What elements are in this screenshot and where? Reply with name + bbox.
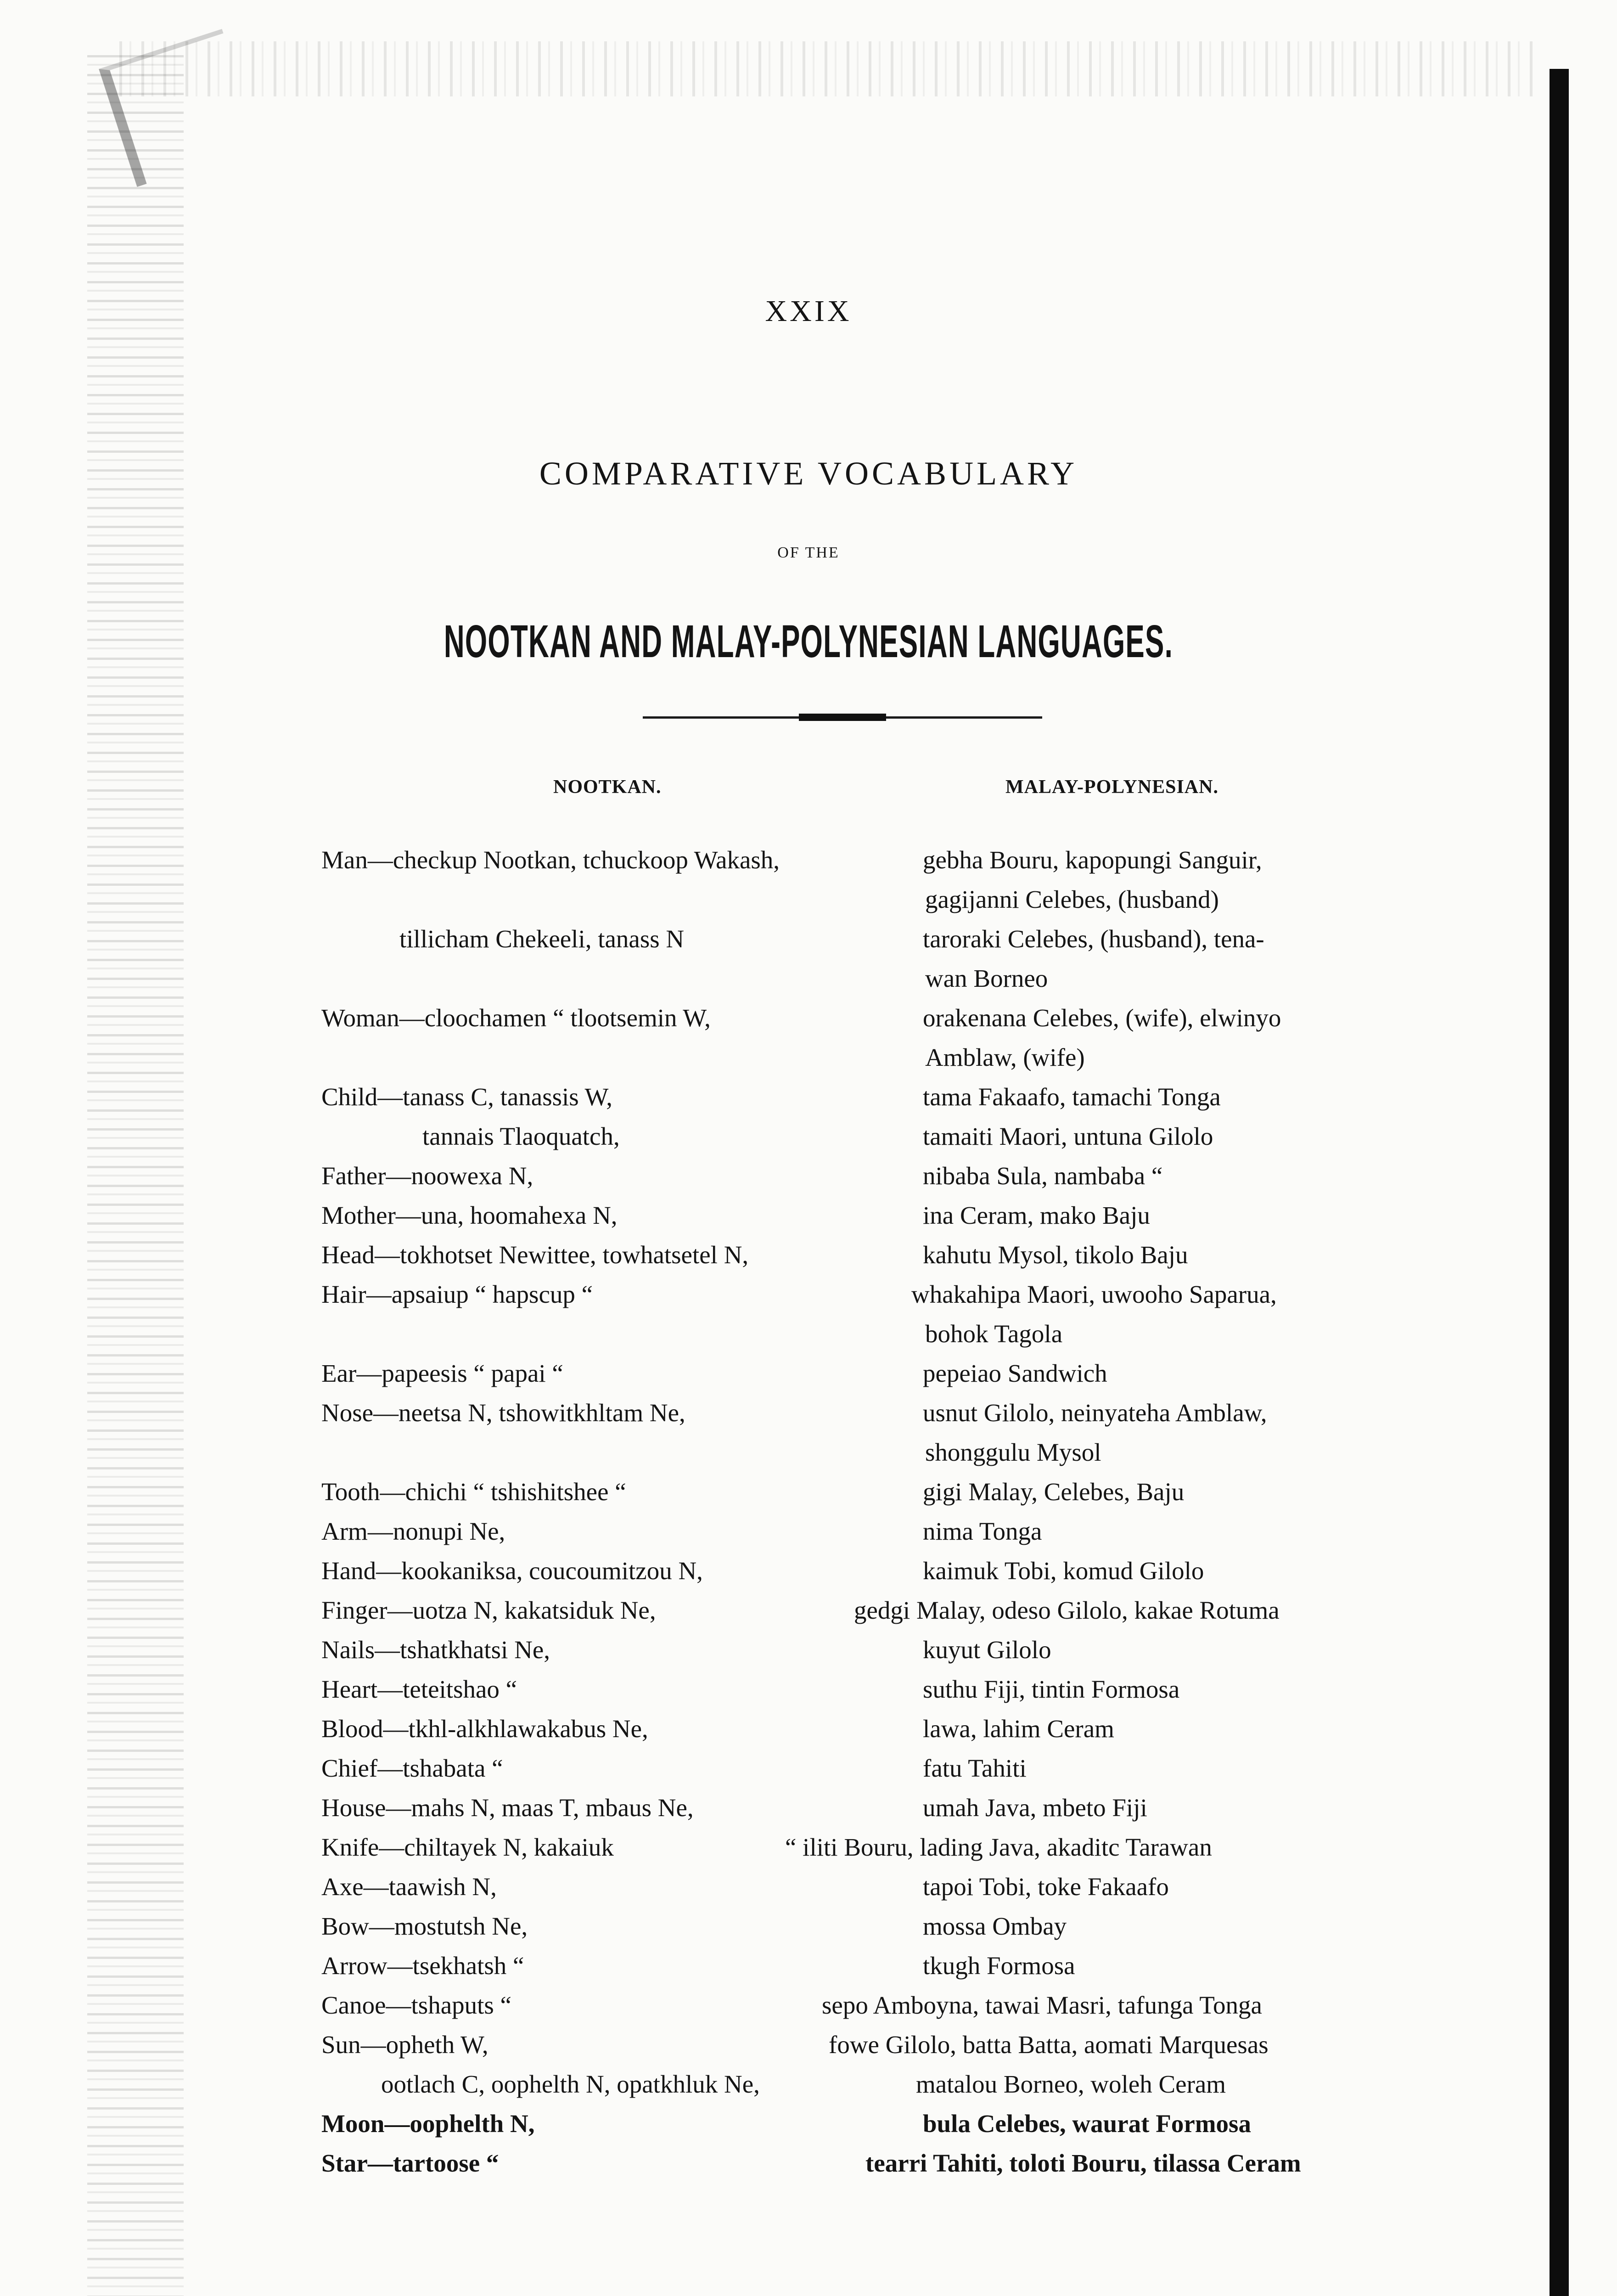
vocab-row bbox=[0, 1393, 1617, 1433]
vocab-row bbox=[0, 1907, 1617, 1946]
malay-polynesian-cell: “ iliti Bouru, lading Java, akaditc Tarawan bbox=[785, 1833, 1212, 1861]
nootkan-cell: Blood—tkhl-alkhlawakabus Ne, bbox=[321, 1715, 648, 1743]
nootkan-cell: Hand—kookaniksa, coucoumitzou N, bbox=[321, 1557, 703, 1585]
malay-polynesian-cell: fatu Tahiti bbox=[923, 1754, 1027, 1782]
vocab-row bbox=[0, 1591, 1617, 1630]
nootkan-cell: Sun—opheth W, bbox=[321, 2031, 488, 2059]
malay-polynesian-cell: taroraki Celebes, (husband), tena- bbox=[923, 925, 1264, 953]
vocab-row bbox=[0, 1117, 1617, 1156]
vocab-row bbox=[0, 1512, 1617, 1551]
vocab-row bbox=[0, 919, 1617, 959]
malay-polynesian-cell: gebha Bouru, kapopungi Sanguir, bbox=[923, 846, 1262, 874]
nootkan-cell: Mother—una, hoomahexa N, bbox=[321, 1201, 618, 1229]
malay-polynesian-cell: kahutu Mysol, tikolo Baju bbox=[923, 1241, 1188, 1269]
nootkan-cell: Nails—tshatkhatsi Ne, bbox=[321, 1636, 550, 1664]
vocab-row bbox=[0, 959, 1617, 998]
vocab-row bbox=[0, 1235, 1617, 1275]
title-rule-ornament bbox=[799, 714, 886, 721]
nootkan-cell: Star—tartoose “ bbox=[321, 2149, 499, 2177]
vocab-row bbox=[0, 1828, 1617, 1867]
vocab-row bbox=[0, 2144, 1617, 2183]
nootkan-cell: tillicham Chekeeli, tanass N bbox=[399, 925, 685, 953]
vocab-row bbox=[0, 1354, 1617, 1393]
vocab-row bbox=[0, 1275, 1617, 1314]
nootkan-cell: Canoe—tshaputs “ bbox=[321, 1991, 511, 2019]
vocab-row bbox=[0, 1433, 1617, 1472]
nootkan-cell: Tooth—chichi “ tshishitshee “ bbox=[321, 1478, 626, 1506]
malay-polynesian-cell: umah Java, mbeto Fiji bbox=[923, 1794, 1147, 1822]
vocab-row bbox=[0, 1946, 1617, 1986]
malay-polynesian-cell: nima Tonga bbox=[923, 1517, 1042, 1545]
malay-polynesian-cell: tapoi Tobi, toke Fakaafo bbox=[923, 1873, 1169, 1901]
nootkan-cell: House—mahs N, maas T, mbaus Ne, bbox=[321, 1794, 694, 1822]
malay-polynesian-cell: bohok Tagola bbox=[925, 1320, 1063, 1348]
vocab-row bbox=[0, 1709, 1617, 1749]
malay-polynesian-cell: ina Ceram, mako Baju bbox=[923, 1201, 1150, 1229]
page-subtitle: NOOTKAN AND MALAY-POLYNESIAN LANGUAGES. bbox=[444, 616, 1173, 667]
nootkan-cell: ootlach C, oophelth N, opatkhluk Ne, bbox=[381, 2070, 760, 2098]
vocab-row bbox=[0, 1749, 1617, 1788]
malay-polynesian-cell: pepeiao Sandwich bbox=[923, 1359, 1107, 1387]
vocab-row bbox=[0, 1630, 1617, 1670]
scan-edge-top bbox=[119, 41, 1533, 96]
vocab-row bbox=[0, 1077, 1617, 1117]
vocab-row bbox=[0, 1788, 1617, 1828]
malay-polynesian-cell: tearri Tahiti, toloti Bouru, tilassa Ceram bbox=[865, 2149, 1301, 2177]
vocab-row bbox=[0, 1038, 1617, 1077]
malay-polynesian-cell: Amblaw, (wife) bbox=[925, 1043, 1085, 1071]
nootkan-cell: Father—noowexa N, bbox=[321, 1162, 533, 1190]
vocab-row bbox=[0, 1196, 1617, 1235]
nootkan-cell: Woman—cloochamen “ tlootsemin W, bbox=[321, 1004, 711, 1032]
vocab-row bbox=[0, 2104, 1617, 2144]
malay-polynesian-cell: tama Fakaafo, tamachi Tonga bbox=[923, 1083, 1221, 1111]
nootkan-cell: tannais Tlaoquatch, bbox=[422, 1122, 620, 1150]
vocab-row bbox=[0, 1867, 1617, 1907]
malay-polynesian-cell: usnut Gilolo, neinyateha Amblaw, bbox=[923, 1399, 1267, 1427]
malay-polynesian-cell: sepo Amboyna, tawai Masri, tafunga Tonga bbox=[822, 1991, 1262, 2019]
nootkan-cell: Head—tokhotset Newittee, towhatsetel N, bbox=[321, 1241, 749, 1269]
vocab-row bbox=[0, 2025, 1617, 2065]
malay-polynesian-cell: bula Celebes, waurat Formosa bbox=[923, 2110, 1251, 2138]
nootkan-cell: Heart—teteitshao “ bbox=[321, 1675, 517, 1703]
nootkan-cell: Arm—nonupi Ne, bbox=[321, 1517, 505, 1545]
page-number: XXIX bbox=[765, 294, 852, 328]
vocab-row bbox=[0, 840, 1617, 880]
vocab-row bbox=[0, 1670, 1617, 1709]
vocab-row bbox=[0, 880, 1617, 919]
vocab-row bbox=[0, 1472, 1617, 1512]
malay-polynesian-cell: tamaiti Maori, untuna Gilolo bbox=[923, 1122, 1213, 1150]
nootkan-cell: Arrow—tsekhatsh “ bbox=[321, 1952, 524, 1980]
malay-polynesian-cell: matalou Borneo, woleh Ceram bbox=[916, 2070, 1226, 2098]
page-title: COMPARATIVE VOCABULARY bbox=[539, 455, 1078, 492]
malay-polynesian-cell: gigi Malay, Celebes, Baju bbox=[923, 1478, 1185, 1506]
nootkan-cell: Ear—papeesis “ papai “ bbox=[321, 1359, 563, 1387]
nootkan-cell: Moon—oophelth N, bbox=[321, 2110, 535, 2138]
vocab-row bbox=[0, 1986, 1617, 2025]
malay-polynesian-cell: whakahipa Maori, uwooho Saparua, bbox=[911, 1280, 1277, 1308]
title-connector: OF THE bbox=[777, 544, 840, 561]
malay-polynesian-cell: wan Borneo bbox=[925, 964, 1048, 992]
malay-polynesian-cell: kaimuk Tobi, komud Gilolo bbox=[923, 1557, 1204, 1585]
malay-polynesian-cell: nibaba Sula, nambaba “ bbox=[923, 1162, 1163, 1190]
malay-polynesian-cell: gagijanni Celebes, (husband) bbox=[925, 885, 1219, 913]
vocab-row bbox=[0, 2065, 1617, 2104]
malay-polynesian-cell: mossa Ombay bbox=[923, 1912, 1067, 1940]
vocab-row bbox=[0, 998, 1617, 1038]
malay-polynesian-cell: orakenana Celebes, (wife), elwinyo bbox=[923, 1004, 1281, 1032]
nootkan-cell: Finger—uotza N, kakatsiduk Ne, bbox=[321, 1596, 656, 1624]
nootkan-cell: Hair—apsaiup “ hapscup “ bbox=[321, 1280, 593, 1308]
malay-polynesian-cell: fowe Gilolo, batta Batta, aomati Marquesas bbox=[829, 2031, 1269, 2059]
column-header-nootkan: NOOTKAN. bbox=[553, 777, 662, 798]
nootkan-cell: Child—tanass C, tanassis W, bbox=[321, 1083, 613, 1111]
malay-polynesian-cell: suthu Fiji, tintin Formosa bbox=[923, 1675, 1180, 1703]
nootkan-cell: Man—checkup Nootkan, tchuckoop Wakash, bbox=[321, 846, 780, 874]
malay-polynesian-cell: lawa, lahim Ceram bbox=[923, 1715, 1114, 1743]
nootkan-cell: Bow—mostutsh Ne, bbox=[321, 1912, 528, 1940]
vocab-row bbox=[0, 1156, 1617, 1196]
malay-polynesian-cell: tkugh Formosa bbox=[923, 1952, 1075, 1980]
vocab-row bbox=[0, 1314, 1617, 1354]
malay-polynesian-cell: gedgi Malay, odeso Gilolo, kakae Rotuma bbox=[854, 1596, 1280, 1624]
nootkan-cell: Axe—taawish N, bbox=[321, 1873, 497, 1901]
malay-polynesian-cell: kuyut Gilolo bbox=[923, 1636, 1051, 1664]
vocab-row bbox=[0, 1551, 1617, 1591]
column-header-malay-polynesian: MALAY-POLYNESIAN. bbox=[1005, 777, 1218, 798]
malay-polynesian-cell: shonggulu Mysol bbox=[925, 1438, 1101, 1466]
nootkan-cell: Knife—chiltayek N, kakaiuk bbox=[321, 1833, 614, 1861]
nootkan-cell: Chief—tshabata “ bbox=[321, 1754, 503, 1782]
nootkan-cell: Nose—neetsa N, tshowitkhltam Ne, bbox=[321, 1399, 685, 1427]
